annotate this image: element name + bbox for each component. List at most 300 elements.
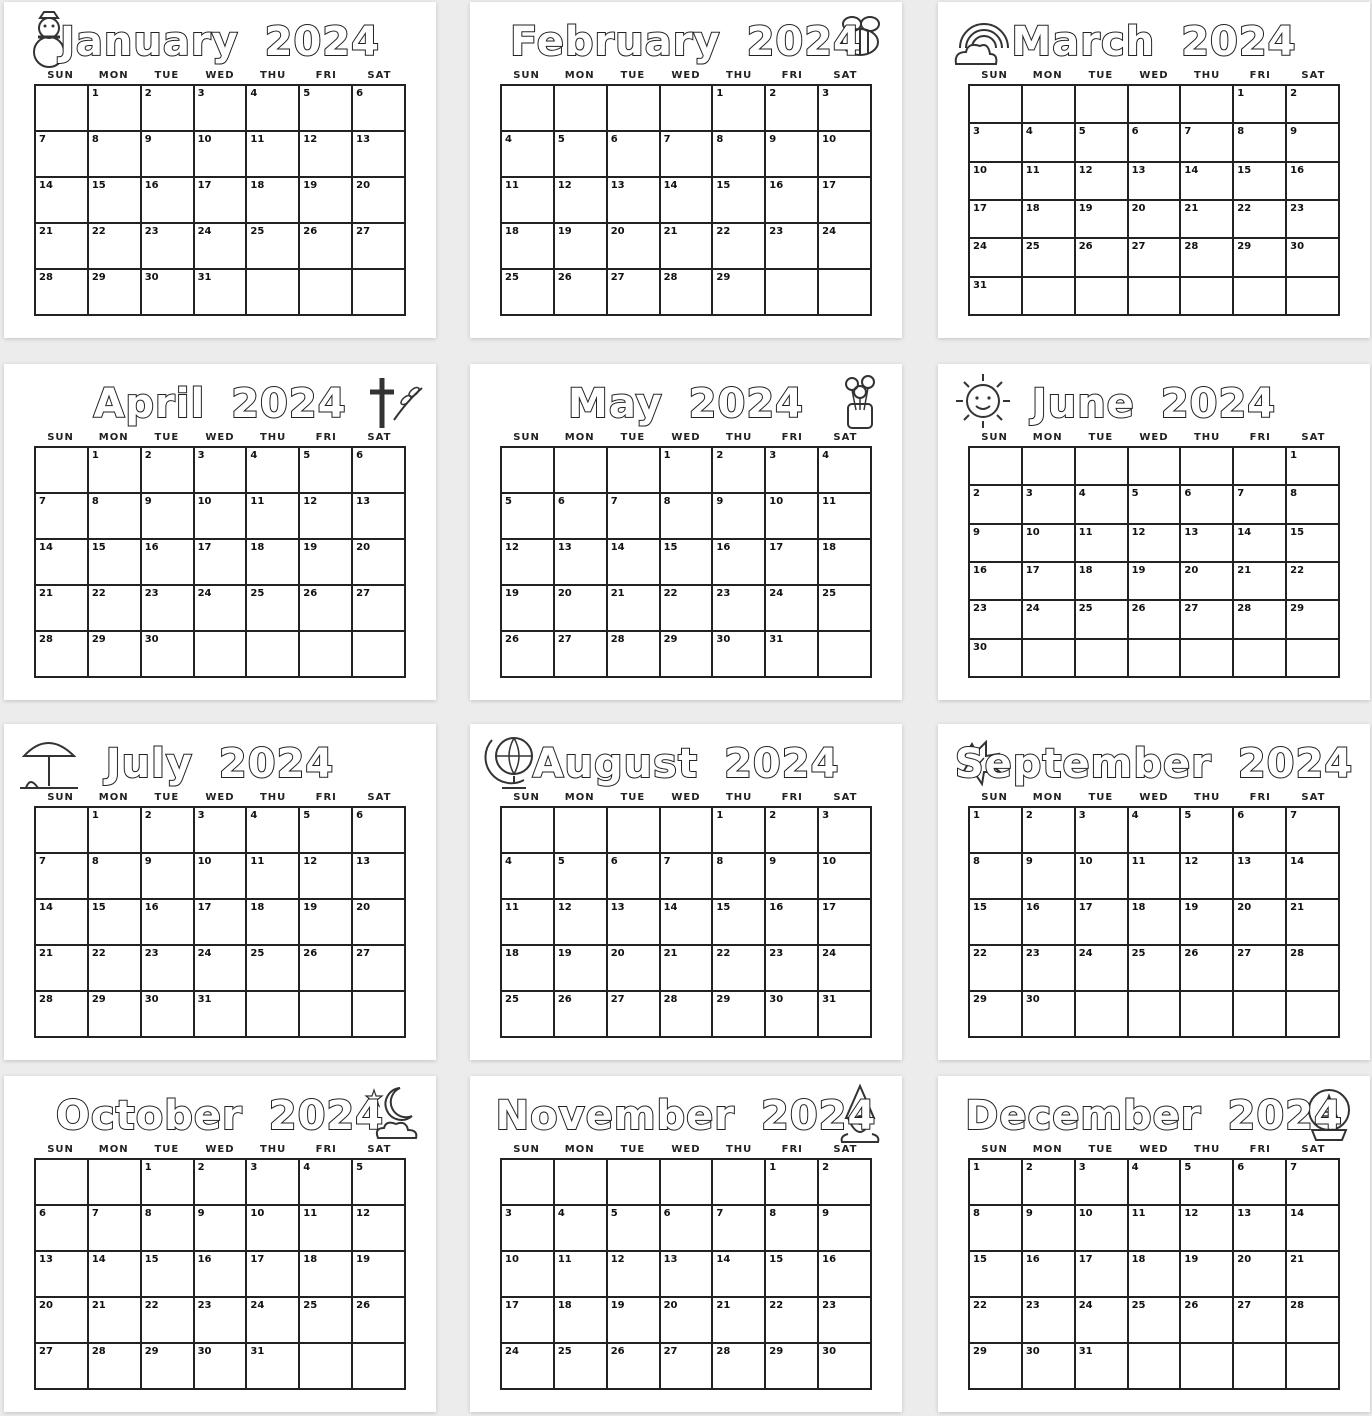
weekday-header [500,792,872,806]
empty-cell [1023,278,1076,316]
day-cell [142,1252,195,1298]
day-cell [970,278,1023,316]
day-number: 5 [1184,1162,1192,1173]
day-grid [34,84,406,316]
day-cell [502,854,555,900]
empty-cell [555,1160,608,1206]
day-number: 26 [557,272,572,283]
day-cell [661,448,714,494]
day-cell [766,448,819,494]
day-cell [661,854,714,900]
day-cell [713,224,766,270]
empty-cell [1287,1344,1340,1390]
day-cell [1129,1160,1182,1206]
empty-cell [502,1160,555,1206]
day-cell [970,808,1023,854]
day-cell [353,586,406,632]
day-number: 23 [769,226,784,237]
day-number: 6 [610,134,618,145]
day-cell [819,1160,872,1206]
weekday-header [34,792,406,806]
day-number: 26 [557,994,572,1005]
day-cell [766,900,819,946]
day-cell [661,494,714,540]
day-cell [661,992,714,1038]
month-title [938,1086,1370,1146]
day-cell [1234,900,1287,946]
empty-cell [1234,448,1287,486]
day-cell [89,494,142,540]
day-cell [819,494,872,540]
day-cell [36,178,89,224]
weekday-label-thu: THU [259,1144,287,1155]
weekday-label-sun: SUN [513,432,540,443]
day-cell [713,632,766,678]
weekday-label-fri: FRI [1249,70,1271,81]
day-number: 1 [716,810,724,821]
day-number: 22 [769,1300,784,1311]
month-title [470,12,902,72]
weekday-label-thu: THU [725,792,753,803]
day-cell [555,1298,608,1344]
day-number: 24 [1078,948,1093,959]
day-cell [713,494,766,540]
day-number: 2 [144,810,152,821]
day-number: 23 [144,226,159,237]
day-cell [661,586,714,632]
weekday-label-mon: MON [564,70,595,81]
day-cell [661,632,714,678]
day-number: 16 [1025,902,1040,913]
day-cell [608,1298,661,1344]
day-cell [713,178,766,224]
day-cell [608,632,661,678]
weekday-label-tue: TUE [154,1144,180,1155]
weekday-label-fri: FRI [1249,792,1271,803]
day-cell [661,1298,714,1344]
weekday-label-sun: SUN [47,432,74,443]
day-cell [970,239,1023,277]
day-number: 11 [822,496,837,507]
day-number: 13 [356,856,371,867]
day-cell [970,525,1023,563]
day-cell [300,448,353,494]
day-cell [36,1298,89,1344]
day-grid [968,446,1340,678]
empty-cell [1076,992,1129,1038]
weekday-label-sat: SAT [367,792,392,803]
day-grid [500,446,872,678]
day-number: 18 [1131,902,1146,913]
day-number: 29 [769,1346,784,1357]
day-number: 15 [973,902,987,913]
day-number: 18 [250,542,265,553]
weekday-label-mon: MON [564,792,595,803]
day-cell [300,1206,353,1252]
day-number: 15 [663,542,678,553]
day-number: 7 [39,134,46,145]
day-cell [661,1252,714,1298]
weekday-label-sat: SAT [833,1144,858,1155]
day-cell [1129,525,1182,563]
weekday-label-sat: SAT [367,1144,392,1155]
day-number: 18 [1025,202,1040,214]
day-number: 24 [505,1346,519,1357]
day-number: 16 [769,902,784,913]
day-number: 19 [303,542,318,553]
day-cell [1234,563,1287,601]
day-number: 9 [197,1208,205,1219]
day-number: 1 [716,88,724,99]
day-cell [766,632,819,678]
day-number: 8 [144,1208,152,1219]
day-number: 25 [303,1300,318,1311]
day-number: 30 [197,1346,212,1357]
day-number: 4 [822,450,830,461]
day-number: 14 [1290,1208,1305,1219]
day-number: 15 [144,1254,159,1265]
day-number: 19 [1078,202,1093,214]
day-number: 3 [197,810,205,821]
day-number: 23 [1025,948,1040,959]
day-number: 21 [663,226,678,237]
day-number: 19 [1184,1254,1199,1265]
month-year: 2024 [761,1093,877,1139]
day-cell [555,270,608,316]
day-cell [1234,86,1287,124]
month-title [938,12,1370,72]
day-cell [142,1344,195,1390]
day-number: 30 [973,641,987,653]
day-number: 24 [197,588,212,599]
day-cell [1076,601,1129,639]
month-name: March [1011,19,1156,65]
day-number: 14 [663,180,678,191]
day-cell [195,1206,248,1252]
day-number: 4 [250,88,258,99]
day-cell [195,992,248,1038]
day-number: 27 [610,272,625,283]
day-cell [89,992,142,1038]
day-cell [36,540,89,586]
day-cell [247,586,300,632]
day-cell [89,224,142,270]
weekday-header [500,1144,872,1158]
day-number: 8 [769,1208,777,1219]
day-cell [819,1298,872,1344]
day-number: 14 [39,542,53,553]
day-cell [766,540,819,586]
day-cell [300,132,353,178]
day-number: 17 [1025,564,1040,576]
day-cell [661,900,714,946]
day-cell [195,586,248,632]
empty-cell [1076,278,1129,316]
day-cell [555,854,608,900]
day-number: 5 [1184,810,1192,821]
day-cell [142,1160,195,1206]
day-number: 28 [91,1346,106,1357]
weekday-label-sun: SUN [47,792,74,803]
day-cell [1076,201,1129,239]
day-number: 23 [716,588,731,599]
month-year: 2024 [231,381,347,427]
day-cell [142,132,195,178]
weekday-label-sun: SUN [981,432,1008,443]
day-number: 29 [716,994,731,1005]
day-cell [142,494,195,540]
day-cell [142,1206,195,1252]
empty-cell [36,448,89,494]
day-cell [1023,163,1076,201]
day-number: 1 [973,1162,980,1173]
day-cell [1287,486,1340,524]
day-cell [970,124,1023,162]
day-number: 21 [1290,1254,1305,1265]
day-number: 2 [144,88,152,99]
day-cell [353,854,406,900]
day-cell [1076,525,1129,563]
day-number: 8 [973,1208,980,1219]
day-number: 3 [1078,1162,1086,1173]
day-number: 21 [1237,564,1252,576]
day-number: 22 [1237,202,1252,214]
day-cell [247,854,300,900]
day-number: 4 [505,134,512,145]
day-number: 26 [1184,948,1199,959]
day-number: 6 [1184,488,1192,500]
day-cell [195,448,248,494]
month-title [4,374,436,434]
day-cell [247,540,300,586]
day-cell [819,900,872,946]
day-number: 4 [1078,488,1086,500]
day-cell [142,586,195,632]
day-number: 25 [1131,948,1146,959]
day-cell [766,1252,819,1298]
day-cell [353,808,406,854]
day-number: 6 [663,1208,671,1219]
month-card-september [938,724,1370,1060]
day-number: 10 [1078,856,1093,867]
month-name: June [1031,381,1135,427]
day-cell [1234,1298,1287,1344]
weekday-header [500,70,872,84]
weekday-label-sat: SAT [833,432,858,443]
day-number: 28 [1184,241,1199,253]
weekday-label-fri: FRI [315,792,337,803]
day-number: 31 [973,279,987,291]
day-cell [1076,163,1129,201]
day-cell [1181,163,1234,201]
day-cell [555,224,608,270]
weekday-label-fri: FRI [315,432,337,443]
day-number: 27 [1131,241,1146,253]
day-number: 2 [716,450,724,461]
day-cell [713,1206,766,1252]
day-cell [1023,486,1076,524]
month-card-november [470,1076,902,1412]
weekday-label-sat: SAT [367,432,392,443]
day-number: 12 [303,134,318,145]
day-cell [353,132,406,178]
weekday-label-fri: FRI [1249,432,1271,443]
day-cell [353,494,406,540]
day-number: 25 [250,948,265,959]
day-number: 12 [303,496,318,507]
day-cell [970,1252,1023,1298]
weekday-label-fri: FRI [781,70,803,81]
weekday-label-fri: FRI [315,1144,337,1155]
day-cell [555,1252,608,1298]
day-number: 30 [769,994,784,1005]
empty-cell [1076,448,1129,486]
day-cell [142,448,195,494]
month-title [938,374,1370,434]
day-number: 5 [303,88,311,99]
day-number: 16 [973,564,987,576]
day-number: 10 [1078,1208,1093,1219]
day-number: 10 [197,496,212,507]
empty-cell [661,808,714,854]
weekday-label-wed: WED [205,432,235,443]
month-card-june [938,364,1370,700]
day-cell [766,946,819,992]
day-number: 11 [250,496,265,507]
weekday-header [500,432,872,446]
empty-cell [608,808,661,854]
day-number: 13 [610,180,625,191]
day-number: 17 [1078,902,1093,913]
day-number: 23 [144,948,159,959]
day-cell [353,224,406,270]
weekday-label-sun: SUN [47,70,74,81]
day-cell [89,132,142,178]
day-cell [555,540,608,586]
empty-cell [1023,640,1076,678]
day-cell [142,224,195,270]
day-number: 10 [1025,526,1040,538]
day-cell [89,1344,142,1390]
weekday-label-sat: SAT [1301,70,1326,81]
day-cell [713,992,766,1038]
day-cell [713,1298,766,1344]
day-cell [300,808,353,854]
day-number: 12 [610,1254,625,1265]
day-number: 7 [1290,810,1298,821]
day-number: 12 [356,1208,371,1219]
day-cell [1287,1252,1340,1298]
weekday-label-sat: SAT [1301,432,1326,443]
day-cell [1076,1298,1129,1344]
empty-cell [1234,640,1287,678]
day-cell [353,1298,406,1344]
day-cell [819,992,872,1038]
day-cell [1023,1298,1076,1344]
day-cell [36,494,89,540]
day-number: 29 [1290,603,1305,615]
day-number: 26 [1184,1300,1199,1311]
day-cell [1023,239,1076,277]
day-cell [766,1298,819,1344]
day-number: 21 [716,1300,731,1311]
day-number: 9 [144,856,152,867]
day-cell [89,854,142,900]
day-number: 27 [356,226,371,237]
weekday-label-thu: THU [1193,70,1221,81]
empty-cell [819,632,872,678]
empty-cell [970,448,1023,486]
day-number: 22 [973,948,987,959]
day-number: 8 [91,856,99,867]
day-cell [89,1252,142,1298]
day-cell [661,132,714,178]
day-cell [247,86,300,132]
weekday-label-wed: WED [671,70,701,81]
day-cell [1234,486,1287,524]
day-number: 13 [663,1254,678,1265]
day-number: 20 [610,948,625,959]
day-cell [766,494,819,540]
empty-cell [608,448,661,494]
day-number: 10 [822,134,837,145]
day-number: 22 [716,226,731,237]
day-number: 20 [356,542,371,553]
day-cell [608,270,661,316]
day-number: 14 [91,1254,106,1265]
day-number: 19 [303,180,318,191]
day-number: 17 [973,202,987,214]
day-cell [970,1298,1023,1344]
day-number: 28 [1290,948,1305,959]
empty-cell [1023,448,1076,486]
day-cell [36,1206,89,1252]
day-number: 1 [91,810,99,821]
day-cell [195,900,248,946]
day-cell [1181,601,1234,639]
day-cell [608,494,661,540]
day-number: 1 [973,810,980,821]
day-cell [1076,1206,1129,1252]
weekday-label-tue: TUE [1088,1144,1114,1155]
month-title [938,734,1370,794]
day-number: 28 [39,272,53,283]
weekday-label-sun: SUN [513,1144,540,1155]
day-number: 31 [822,994,837,1005]
day-cell [661,224,714,270]
day-number: 21 [39,226,53,237]
day-number: 20 [356,180,371,191]
day-cell [1181,900,1234,946]
day-cell [713,540,766,586]
day-cell [555,632,608,678]
day-number: 6 [1237,810,1245,821]
weekday-label-mon: MON [98,792,129,803]
day-number: 24 [197,948,212,959]
day-cell [1076,946,1129,992]
day-cell [1181,854,1234,900]
day-cell [247,494,300,540]
month-name: January [60,19,239,65]
day-cell [247,1252,300,1298]
day-number: 9 [769,134,777,145]
day-number: 4 [1131,810,1139,821]
day-grid [34,806,406,1038]
day-cell [1234,1206,1287,1252]
day-cell [1129,808,1182,854]
empty-cell [1234,1344,1287,1390]
weekday-label-tue: TUE [620,432,646,443]
